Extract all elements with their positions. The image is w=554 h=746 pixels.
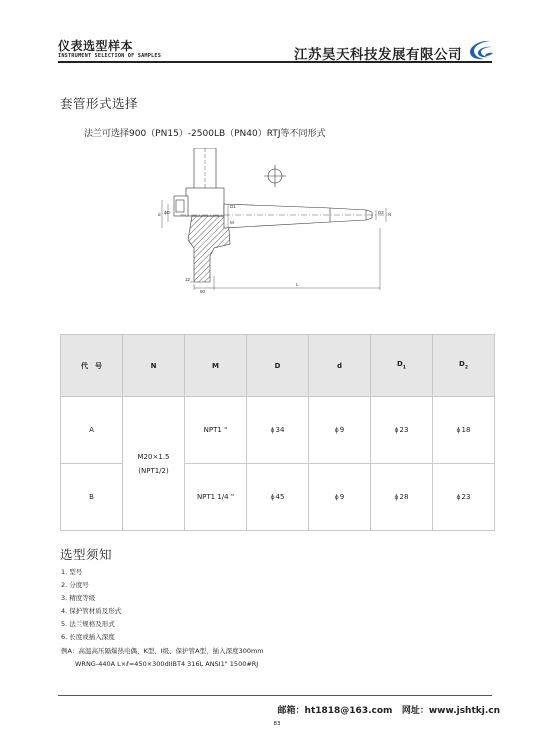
- company-name: 江苏昊天科技发展有限公司: [294, 47, 462, 63]
- list-item: 5. 法兰规格及形式: [61, 620, 115, 629]
- cell-d: ϕ45: [247, 464, 309, 531]
- table-row: [61, 397, 495, 464]
- list-item: 4. 保护管材质及形式: [61, 607, 122, 616]
- table-header-row: [61, 335, 495, 397]
- cell-small-d: ϕ9: [309, 397, 371, 464]
- cell-code: A: [61, 397, 123, 464]
- page-number: 83: [273, 721, 281, 727]
- list-item: 2. 分度号: [61, 581, 89, 590]
- cell-n-merged: [123, 397, 185, 531]
- dim-90-label: 90: [200, 289, 206, 294]
- header-n: N: [123, 335, 185, 397]
- company-swirl-logo-icon: [466, 38, 494, 62]
- cell-d1: ϕ23: [371, 397, 433, 464]
- dim-phi-d-label: ϕD: [164, 210, 170, 215]
- dim-l-label: L: [296, 282, 299, 287]
- catalog-title-en: INSTRUMENT SELECTION OF SAMPLES: [58, 53, 162, 59]
- flange-body: [174, 188, 224, 216]
- email-label: 邮箱：: [277, 706, 305, 716]
- header-m: M: [185, 335, 247, 397]
- dim-d1-label: D1: [230, 204, 236, 209]
- cell-code: B: [61, 464, 123, 531]
- catalog-title: [58, 40, 161, 59]
- dim-d2-label: D2: [378, 210, 384, 215]
- header-divider: [58, 61, 492, 63]
- footer-divider: [58, 695, 492, 696]
- thermowell-drawing: [140, 148, 400, 296]
- cell-d: ϕ34: [247, 397, 309, 464]
- email-link[interactable]: ht1818@163.com: [304, 706, 393, 716]
- dim-d-label: d: [158, 212, 161, 217]
- example-line-1: 例A：高温高压隔爆热电偶、K型、I级、保护管A型，插入深度300mm: [61, 646, 264, 655]
- dim-m-label: M: [230, 220, 234, 225]
- header-d2: $D_2$: [433, 335, 495, 397]
- n-value-line2: (NPT1/2): [138, 466, 169, 475]
- cell-m: NPT1 1/4 ": [185, 464, 247, 531]
- flange-options-text: 法兰可选择900（PN15）-2500LB（PN40）RTJ等不同形式: [84, 129, 326, 139]
- list-item: 6. 长度或插入深度: [61, 633, 115, 642]
- list-item: 1. 型号: [61, 568, 83, 576]
- selection-notes: [61, 566, 264, 671]
- catalog-title-cn: 仪表选型样本: [58, 39, 134, 53]
- dim-n-label: N: [388, 212, 392, 217]
- n-value-line1: M20×1.5: [137, 452, 170, 461]
- vertical-pipe: [194, 148, 216, 190]
- website-label: 网址：: [401, 706, 429, 716]
- cell-d1: ϕ28: [371, 464, 433, 531]
- header-d1: $D_1$: [371, 335, 433, 397]
- center-mark-symbol: [264, 165, 286, 187]
- list-item: 3. 精度等级: [61, 594, 96, 603]
- header-small-d: d: [309, 335, 371, 397]
- header-d: D: [247, 335, 309, 397]
- notes-title: 选型须知: [60, 547, 113, 562]
- section-title: 套管形式选择: [60, 96, 139, 111]
- cell-d2: ϕ23: [433, 464, 495, 531]
- cell-small-d: ϕ9: [309, 464, 371, 531]
- footer-contact: [278, 703, 500, 716]
- cell-d2: ϕ18: [433, 397, 495, 464]
- thermowell-spec-table: [60, 334, 495, 531]
- cell-m: NPT1 ": [185, 397, 247, 464]
- dim-12-label: 12: [185, 277, 191, 282]
- website-link[interactable]: www.jshtkj.cn: [428, 706, 500, 716]
- example-line-2: WRNG-440A L×ℓ=450×300dIIBT4 316L ANSI1" 1500#RJ: [75, 659, 259, 668]
- header-code: 代 号: [61, 335, 123, 397]
